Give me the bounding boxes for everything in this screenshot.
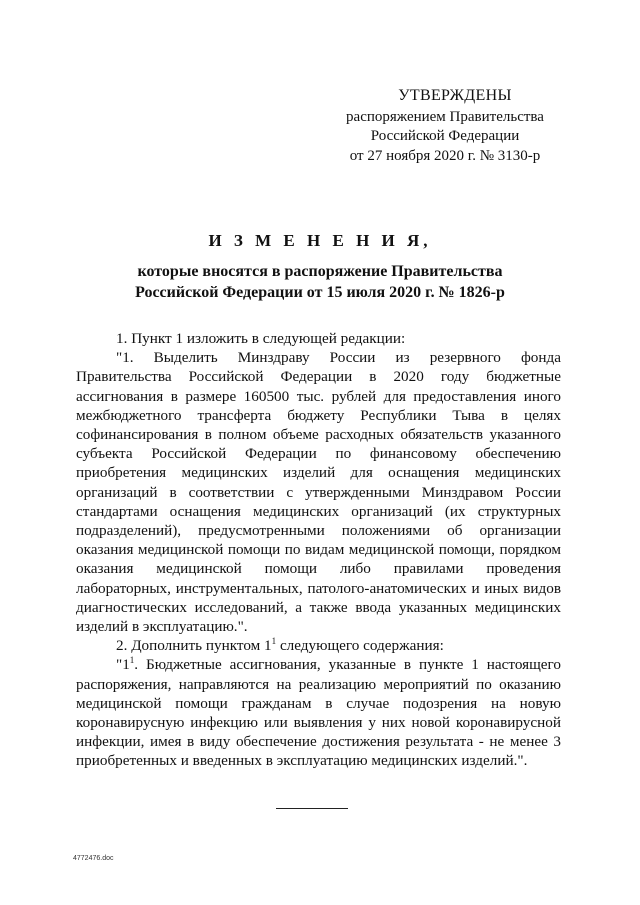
- paragraph-4-end: . Бюджетные ассигнования, указанные в пункте 1 настоящего распоряжения, направляются на реализацию мероприятий по оказанию медицинской помощи гражданам в случае подозрения на новую коронавирусную инфекцию или выявления у них новой коронавирусной инфекции, имея в виду обеспечение достижения результата - не менее 3 приобретенных и введенных в эксплуатацию медицинских изделий.".: [76, 656, 561, 770]
- paragraph-2: "1. Выделить Минздраву России из резервного фонда Правительства Российской Федерации в 2020 году бюджетные ассигнования в размере 160500 тыс. рублей для предоставления иного межбюджетного трансферта бюджету Республики Тыва в целях софинансирования в полном объеме расходных обязательств указанного субъекта Российской Федерации по финансовому обеспечению приобретения медицинских изделий для оснащения медицинских организаций в соответствии с утвержденными Минздравом России стандартами оснащения медицинских организаций (их структурных подразделений), предусмотренными положениями об организации оказания медицинской помощи по видам медицинской помощи, порядком оказания медицинской помощи либо правилами проведения лабораторных, инструментальных, патолого-анатомических и иных видов диагностических исследований, а также ввода указанных медицинских изделий в эксплуатацию.".: [76, 349, 561, 636]
- paragraph-3-superscript: 1: [271, 636, 277, 647]
- paragraph-3: [76, 636, 561, 655]
- document-title: [0, 230, 640, 303]
- title-line-1: которые вносятся в распоряжение Правительства: [137, 263, 503, 280]
- paragraph-4: [76, 655, 561, 770]
- paragraph-4-superscript: 1: [129, 655, 135, 666]
- approval-block: [330, 86, 560, 166]
- end-divider: [276, 808, 348, 809]
- approval-heading: УТВЕРЖДЕНЫ: [398, 87, 512, 104]
- document-body: [76, 329, 561, 771]
- file-reference: 4772476.doc: [73, 855, 114, 862]
- paragraph-3-start: 2. Дополнить пунктом 1: [116, 637, 272, 655]
- paragraph-3-end: следующего содержания:: [276, 637, 444, 655]
- paragraph-1: 1. Пункт 1 изложить в следующей редакции:: [116, 330, 406, 347]
- title-line-2: Российской Федерации от 15 июля 2020 г. № 1826-р: [135, 284, 505, 301]
- title-caps: И З М Е Н Е Н И Я,: [208, 231, 432, 250]
- approval-line-1: распоряжением Правительства: [346, 108, 544, 125]
- paragraph-4-start: "1: [116, 656, 130, 674]
- approval-line-3: от 27 ноября 2020 г. № 3130-р: [349, 147, 541, 164]
- approval-line-2: Российской Федерации: [370, 128, 520, 144]
